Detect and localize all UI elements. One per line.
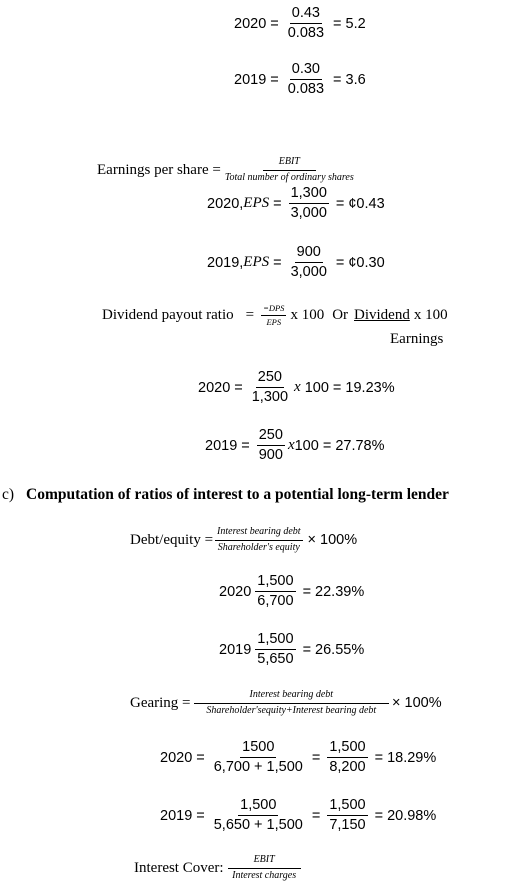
denominator: Shareholder'sequity+Interest bearing debt <box>206 704 377 716</box>
numerator: 900 <box>295 245 323 263</box>
result: 100 = 27.78% <box>294 437 385 454</box>
year-label: 2019 <box>219 641 252 658</box>
result: 3.6 <box>345 71 366 88</box>
numerator: 1,500 <box>327 740 367 758</box>
equals-sign: = <box>245 306 255 323</box>
section-c-heading <box>2 486 449 504</box>
denominator: 3,000 <box>290 205 327 222</box>
numerator: 1500 <box>240 740 276 758</box>
alt-multiplier: x 100 <box>413 306 448 323</box>
fraction <box>289 186 329 221</box>
denominator: Shareholder's equity <box>217 541 300 553</box>
numerator: 1,500 <box>327 798 367 816</box>
variable: EPS <box>243 254 270 271</box>
year-label: 2020 <box>234 15 267 32</box>
denominator: 1,300 <box>251 389 289 406</box>
payout-row-2020: 2020 = $\frac{250}{1,300}$ x 100 = 19.23% <box>198 369 395 406</box>
or-text: Or <box>332 306 349 323</box>
ratio-row-2019: 2019 = $\frac{0.30}{0.083}$ = 3.6 <box>234 61 366 98</box>
formula-label: Dividend payout ratio <box>102 306 234 323</box>
numerator: =DPS <box>261 304 286 316</box>
year-label: 2019 <box>234 71 267 88</box>
gearing-row-2020: 2020 = $\frac{1500}{6,700 + 1,500}$ = $\frac{1,500}{8,200}$ = 18.29% <box>160 739 437 776</box>
fraction <box>228 855 301 881</box>
formula-label: Gearing = <box>130 694 191 711</box>
result: 22.39% <box>315 583 365 600</box>
fraction <box>289 245 329 280</box>
eps-row-2019: 2019, EPS = $\frac{900}{3,000}$ = ¢0.30 <box>207 244 385 281</box>
denominator: Total number of ordinary shares <box>224 171 354 183</box>
denominator: 3,000 <box>290 264 327 281</box>
fraction <box>327 798 367 833</box>
times-variable: x <box>294 379 301 396</box>
debt-equity-formula <box>130 527 357 553</box>
fraction <box>327 740 367 775</box>
denominator: 6,700 <box>257 593 294 610</box>
denominator: 8,200 <box>329 759 366 776</box>
result: 18.29% <box>387 749 437 766</box>
numerator: EBIT <box>263 157 316 171</box>
result: ¢0.43 <box>348 195 385 212</box>
denominator: 5,650 + 1,500 <box>213 817 303 834</box>
ratio-row-2020: 2020 = $\frac{0.43}{0.083}$ = 5.2 <box>234 5 366 42</box>
fraction <box>223 157 356 183</box>
numerator: Interest bearing debt <box>194 690 390 704</box>
fraction <box>286 62 326 97</box>
fraction <box>212 740 305 775</box>
denominator: EPS <box>266 316 282 327</box>
denominator: 6,700 + 1,500 <box>213 759 303 776</box>
numerator: 1,300 <box>289 186 329 204</box>
alt-denominator: Earnings <box>390 331 444 347</box>
result: 26.55% <box>315 641 365 658</box>
fraction <box>212 798 305 833</box>
formula-label: Earnings per share = <box>97 161 221 178</box>
fraction <box>261 304 286 327</box>
numerator: 250 <box>256 370 284 388</box>
year-label: 2020 <box>219 583 252 600</box>
debt-equity-row-2019: 2019 $\frac{1,500}{5,650}$ = 26.55% <box>219 631 365 668</box>
alt-numerator: Dividend <box>354 306 410 323</box>
fraction <box>255 632 295 667</box>
fraction <box>215 527 303 553</box>
numerator: EBIT <box>228 855 301 869</box>
interest-cover-formula <box>134 855 304 881</box>
eps-row-2020: 2020, EPS = $\frac{1,300}{3,000}$ = ¢0.43 <box>207 185 385 222</box>
year-label: 2019, <box>207 254 244 271</box>
times-variable: x <box>287 437 295 454</box>
variable: EPS <box>243 195 270 212</box>
numerator: 1,500 <box>238 798 278 816</box>
debt-equity-row-2020: 2020 $\frac{1,500}{6,700}$ = 22.39% <box>219 573 365 610</box>
gearing-row-2019: 2019 = $\frac{1,500}{5,650 + 1,500}$ = $\frac{1,500}{7,150}$ = 20.98% <box>160 797 437 834</box>
denominator: 900 <box>258 447 283 464</box>
numerator: 0.43 <box>290 6 322 24</box>
year-label: 2020 <box>160 749 193 766</box>
denominator: 5,650 <box>257 651 294 668</box>
multiplier: × 100% <box>307 532 358 548</box>
denominator: 0.083 <box>287 81 325 98</box>
fraction <box>255 574 295 609</box>
multiplier: x 100 <box>290 306 325 323</box>
fraction <box>250 370 290 405</box>
year-label: 2019 <box>160 807 193 824</box>
result: 100 = 19.23% <box>304 379 395 396</box>
gearing-formula <box>130 690 442 716</box>
year-label: 2020 <box>198 379 231 396</box>
numerator: 1,500 <box>255 632 295 650</box>
numerator: 250 <box>257 428 285 446</box>
numerator: Interest bearing debt <box>215 527 303 541</box>
numerator: 1,500 <box>255 574 295 592</box>
payout-alt-denominator <box>390 331 443 348</box>
fraction <box>257 428 285 463</box>
denominator: 7,150 <box>329 817 366 834</box>
result: 20.98% <box>387 807 437 824</box>
denominator: 0.083 <box>287 25 325 42</box>
formula-label: Interest Cover: <box>134 859 224 876</box>
result: 5.2 <box>345 15 366 32</box>
section-marker: c) <box>2 486 15 503</box>
formula-label: Debt/equity = <box>130 531 214 548</box>
fraction <box>194 690 390 716</box>
numerator: 0.30 <box>290 62 322 80</box>
payout-formula <box>102 304 448 327</box>
denominator: Interest charges <box>232 869 297 881</box>
section-title: Computation of ratios of interest to a potential long-term lender <box>26 486 449 503</box>
multiplier: × 100% <box>392 695 442 711</box>
year-label: 2020, <box>207 195 244 212</box>
eps-formula <box>97 157 359 183</box>
fraction <box>286 6 326 41</box>
year-label: 2019 <box>205 437 238 454</box>
result: ¢0.30 <box>348 254 385 271</box>
payout-row-2019: 2019 = $\frac{250}{900}$ x 100 = 27.78% <box>205 427 385 464</box>
